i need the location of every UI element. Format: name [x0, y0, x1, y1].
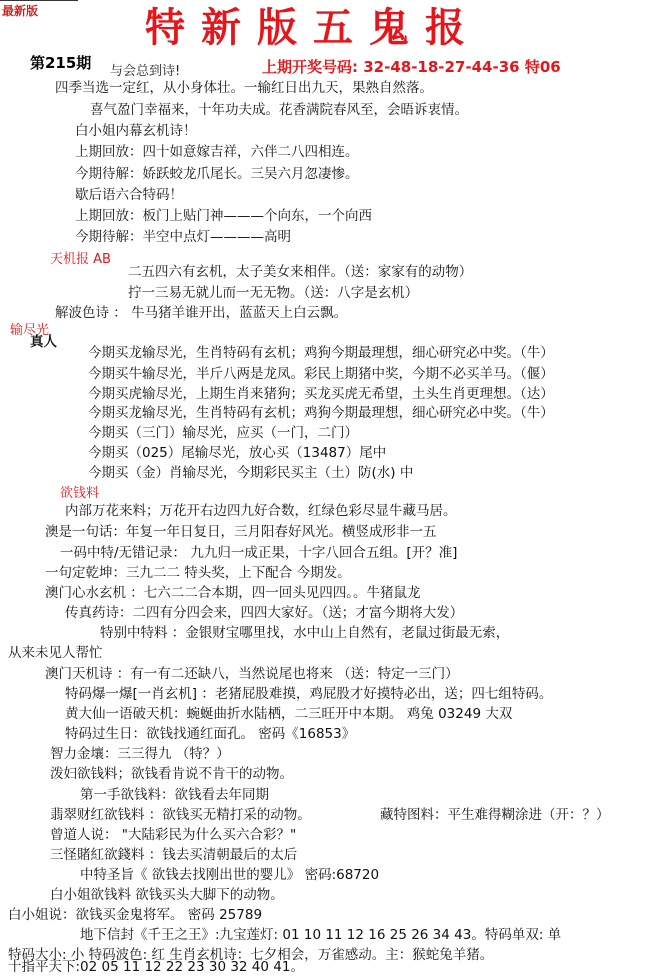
text-line: 拧一三易无就儿而一无无物。（送：八字是玄机）	[128, 285, 419, 301]
text-line: 曾道人说： "大陆彩民为什么买六合彩？"	[50, 827, 297, 843]
text-line: 从来未见人帮忙	[8, 645, 103, 661]
text-line: 泼妇欲钱料；欲钱看肯说不肯干的动物。	[50, 766, 293, 782]
text-line: 第一手欲钱料：欲钱看去年同期	[80, 787, 269, 803]
latest-edition-badge: 最新版	[2, 4, 39, 18]
text-line: 澳门天机诗 ：有一有二还缺八，当然说尾也将来 （送：特定一三门）	[45, 666, 459, 682]
poem-line: 四季当选一定红，从小身体壮。一输红日出九天，果熟自然落。	[55, 80, 433, 96]
text-line: 地下信封《千王之王》:九宝莲灯: 01 10 11 12 16 25 26 34 43。特码单双: 单	[80, 927, 562, 943]
text-line: 上期回放：四十如意嫁吉祥，六伴二八四相连。	[75, 144, 359, 160]
text-line: 特码爆一爆[一肖玄机] ：老猪屁股难摸，鸡屁股才好摸特必出，送；四七组特码。	[65, 686, 553, 702]
text-line: 中特圣旨《 欲钱去找刚出世的婴儿》 密码:68720	[80, 867, 380, 883]
text-line: 传真药诗：二四有分四会来，四四大家好。（送；才富今期将大发）	[65, 605, 464, 621]
poem-line: 喜气盈门幸福来，十年功夫成。花香满院春风至，会晤诉衷情。	[90, 102, 468, 118]
text-line: 今期买（三门）输尽光，应买（一门，二门）	[88, 425, 358, 441]
section-label-zhenren: 真人	[30, 334, 57, 350]
text-line: 今期买（金）肖输尽光，今期彩民买主（土）防(水) 中	[88, 465, 414, 481]
text-line: 今期待解：半空中点灯————高明	[75, 229, 291, 245]
section-heading: 歇后语六合特码！	[75, 187, 183, 203]
text-line: 内部万花来料；万花开右边四九好合数，红绿色彩尽显牛藏马居。	[65, 503, 457, 519]
text-line: 今期买龙输尽光，生肖特码有玄机；鸡狗今期最理想，细心研究必中奖。（牛）	[88, 405, 554, 421]
section-label-shujin: 输尽光	[10, 323, 50, 338]
last-draw-numbers: 上期开奖号码: 32-48-18-27-44-36 特06	[262, 58, 561, 76]
text-line: 二五四六有玄机，太子美女来相伴。（送：家家有的动物）	[128, 264, 473, 280]
text-line: 三怪賭紅欲錢料 ：钱去买清朝最后的太后	[50, 847, 298, 863]
text-line: 一句定乾坤：三九二二 特头奖，上下配合 今期发。	[45, 565, 351, 581]
issue-number: 第215期	[30, 54, 92, 72]
text-line: 特别中特料 ：金银财宝哪里找，水中山上自然有，老鼠过街最无索，	[100, 625, 510, 641]
text-line: 今期买龙输尽光，生肖特码有玄机；鸡狗今期最理想，细心研究必中奖。（牛）	[88, 345, 554, 361]
section-label-tianji: 天机报 AB	[50, 252, 111, 267]
text-line: 翡翠财红欲钱料 ：欲钱买无精打采的动物。	[50, 807, 311, 823]
subtitle: 与会总到诗!	[110, 64, 181, 79]
section-heading: 白小姐内幕玄机诗！	[75, 123, 197, 139]
text-line: 澳是一句话：年复一年日复日，三月阳春好风光。横竖成形非一五	[45, 524, 437, 540]
text-line: 今期买牛输尽光，半斤八两是龙凤。彩民上期猪中奖，今期不必买羊马。（偃）	[88, 366, 554, 382]
text-line: 藏特图料：平生难得糊涂进（开：？）	[380, 807, 610, 823]
text-line: 今期待解：娇跃蛟龙爪尾长。三吴六月忽凄惨。	[75, 166, 359, 182]
text-line: 特码过生日：欲钱找通红面孔。 密码《16853》	[65, 726, 356, 742]
section-label-yuqian: 欲钱料	[60, 486, 100, 501]
text-line: 白小姐说：欲钱买金鬼将军。 密码 25789	[8, 907, 263, 923]
text-line: 上期回放：板门上贴门神———个向东，一个向西	[75, 208, 372, 224]
text-line: 一码中特/无错记录： 九九归一成正果，十字八回合五组。[开？准]	[60, 545, 458, 561]
text-line: 十指平天下:02 05 11 12 22 23 30 32 40 41。	[8, 959, 304, 975]
text-line: 解波色诗 ： 牛马猪羊谁开出，蓝蓝天上白云飘。	[55, 305, 348, 321]
page-title: 特新版五鬼报	[145, 4, 481, 51]
text-line: 黄大仙一语破天机：蜿蜒曲折水陆栖，二三旺开中本期。 鸡兔 03249 大双	[65, 706, 513, 722]
text-line: 澳门心水玄机 ：七六二二合本期，四一回头见四四。。牛猪鼠龙	[45, 585, 421, 601]
text-line: 智力金壤：三三得九 （特？）	[50, 746, 230, 762]
text-line: 特码大小: 小 特码波色: 红 生肖玄机诗：七夕相会，万雀感动。主：猴蛇兔羊猪。	[8, 947, 494, 963]
text-line: 白小姐欲钱料 欲钱买头大脚下的动物。	[50, 887, 284, 903]
text-line: 今期买虎输尽光，上期生肖来猪狗；买龙买虎无希望，土头生肖更理想。（达）	[88, 386, 554, 402]
badge-underline	[0, 0, 78, 1]
text-line: 今期买（025）尾输尽光，放心买（13487）尾中	[88, 445, 387, 461]
